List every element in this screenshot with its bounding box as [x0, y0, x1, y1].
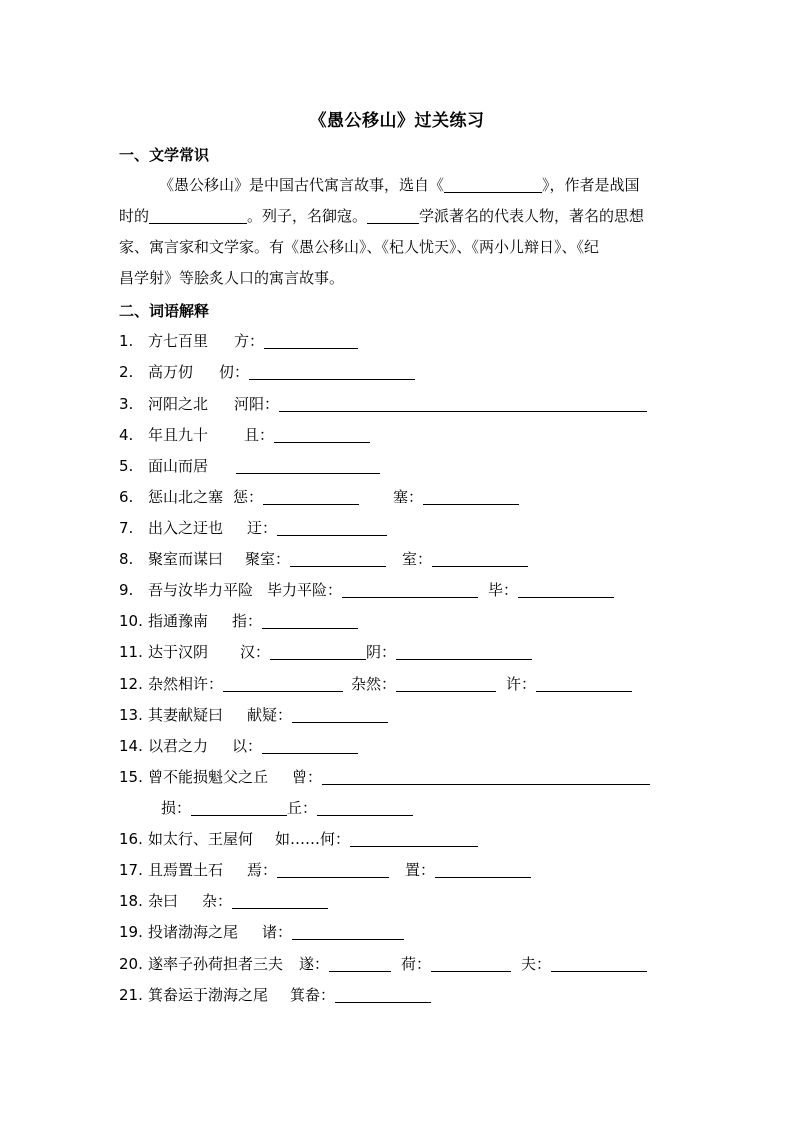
vocab-item-16: 16. 如太行、王屋何 如……何：	[119, 829, 478, 849]
answer-blank[interactable]	[396, 642, 532, 660]
vocab-item-15-continued: 损： 丘：	[161, 798, 413, 818]
answer-blank[interactable]	[329, 954, 391, 972]
vocab-item-10: 10. 指通豫南 指：	[119, 611, 358, 631]
answer-blank[interactable]	[322, 767, 650, 785]
vocab-item-2: 2. 高万仞 仞：	[119, 362, 415, 382]
answer-blank[interactable]	[317, 798, 413, 816]
answer-blank[interactable]	[292, 922, 404, 940]
vocab-item-9: 9. 吾与汝毕力平险 毕力平险： 毕：	[119, 580, 614, 600]
vocab-item-19: 19. 投诸渤海之尾 诸：	[119, 922, 404, 942]
vocab-item-21: 21. 箕畚运于渤海之尾 箕畚：	[119, 985, 431, 1005]
vocab-item-3: 3. 河阳之北 河阳：	[119, 394, 647, 414]
vocab-item-18: 18. 杂曰 杂：	[119, 891, 328, 911]
section-heading-vocabulary: 二、词语解释	[119, 302, 210, 320]
blank-school[interactable]	[367, 206, 419, 224]
answer-blank[interactable]	[396, 674, 496, 692]
answer-blank[interactable]	[335, 985, 431, 1003]
answer-blank[interactable]	[232, 891, 328, 909]
para-line-4: 昌学射》等脍炙人口的寓言故事。	[119, 269, 345, 287]
answer-blank[interactable]	[536, 674, 632, 692]
answer-blank[interactable]	[279, 394, 647, 412]
answer-blank[interactable]	[270, 642, 366, 660]
answer-blank[interactable]	[277, 860, 389, 878]
vocab-item-17: 17. 且焉置土石 焉： 置：	[119, 860, 531, 880]
answer-blank[interactable]	[292, 705, 388, 723]
literature-paragraph	[119, 170, 679, 294]
para-line-3: 家、寓言家和文学家。有《愚公移山》、《杞人忧天》、《两小儿辩日》、《纪	[119, 238, 600, 256]
answer-blank[interactable]	[274, 425, 370, 443]
answer-blank[interactable]	[423, 487, 519, 505]
answer-blank[interactable]	[290, 549, 386, 567]
blank-source-book[interactable]	[444, 175, 542, 193]
answer-blank[interactable]	[277, 518, 387, 536]
vocab-item-6: 6. 惩山北之塞 惩： 塞：	[119, 487, 519, 507]
section-heading-literature: 一、文学常识	[119, 146, 210, 164]
vocab-item-20: 20. 遂率子孙荷担者三夫 遂： 荷： 夫：	[119, 954, 647, 974]
answer-blank[interactable]	[435, 860, 531, 878]
answer-blank[interactable]	[264, 331, 358, 349]
answer-blank[interactable]	[262, 736, 358, 754]
para-line-2: 时的 。列子，名御寇。 学派著名的代表人物，著名的思想	[119, 207, 645, 225]
answer-blank[interactable]	[342, 580, 478, 598]
vocab-item-13: 13. 其妻献疑曰 献疑：	[119, 705, 388, 725]
answer-blank[interactable]	[431, 954, 511, 972]
answer-blank[interactable]	[350, 829, 478, 847]
answer-blank[interactable]	[223, 674, 343, 692]
para-line-1: 《愚公移山》是中国古代寓言故事，选自《 》，作者是战国	[159, 176, 640, 194]
answer-blank[interactable]	[262, 611, 358, 629]
vocab-item-1: 1. 方七百里 方：	[119, 331, 358, 351]
answer-blank[interactable]	[432, 549, 528, 567]
answer-blank[interactable]	[236, 456, 380, 474]
vocab-item-14: 14. 以君之力 以：	[119, 736, 358, 756]
vocab-item-15: 15. 曾不能损魁父之丘 曾：	[119, 767, 650, 787]
page-title: 《愚公移山》过关练习	[309, 111, 485, 131]
blank-author[interactable]	[149, 206, 247, 224]
answer-blank[interactable]	[249, 362, 415, 380]
answer-blank[interactable]	[551, 954, 647, 972]
vocab-item-12: 12. 杂然相许： 杂然： 许：	[119, 674, 632, 694]
vocab-item-7: 7. 出入之迂也 迂：	[119, 518, 387, 538]
answer-blank[interactable]	[191, 798, 287, 816]
vocab-item-11: 11. 达于汉阴 汉： 阴：	[119, 642, 532, 662]
vocab-item-4: 4. 年且九十 且：	[119, 425, 370, 445]
vocab-item-5: 5. 面山而居	[119, 456, 380, 476]
answer-blank[interactable]	[518, 580, 614, 598]
answer-blank[interactable]	[263, 487, 359, 505]
vocab-item-8: 8. 聚室而谋曰 聚室： 室：	[119, 549, 528, 569]
